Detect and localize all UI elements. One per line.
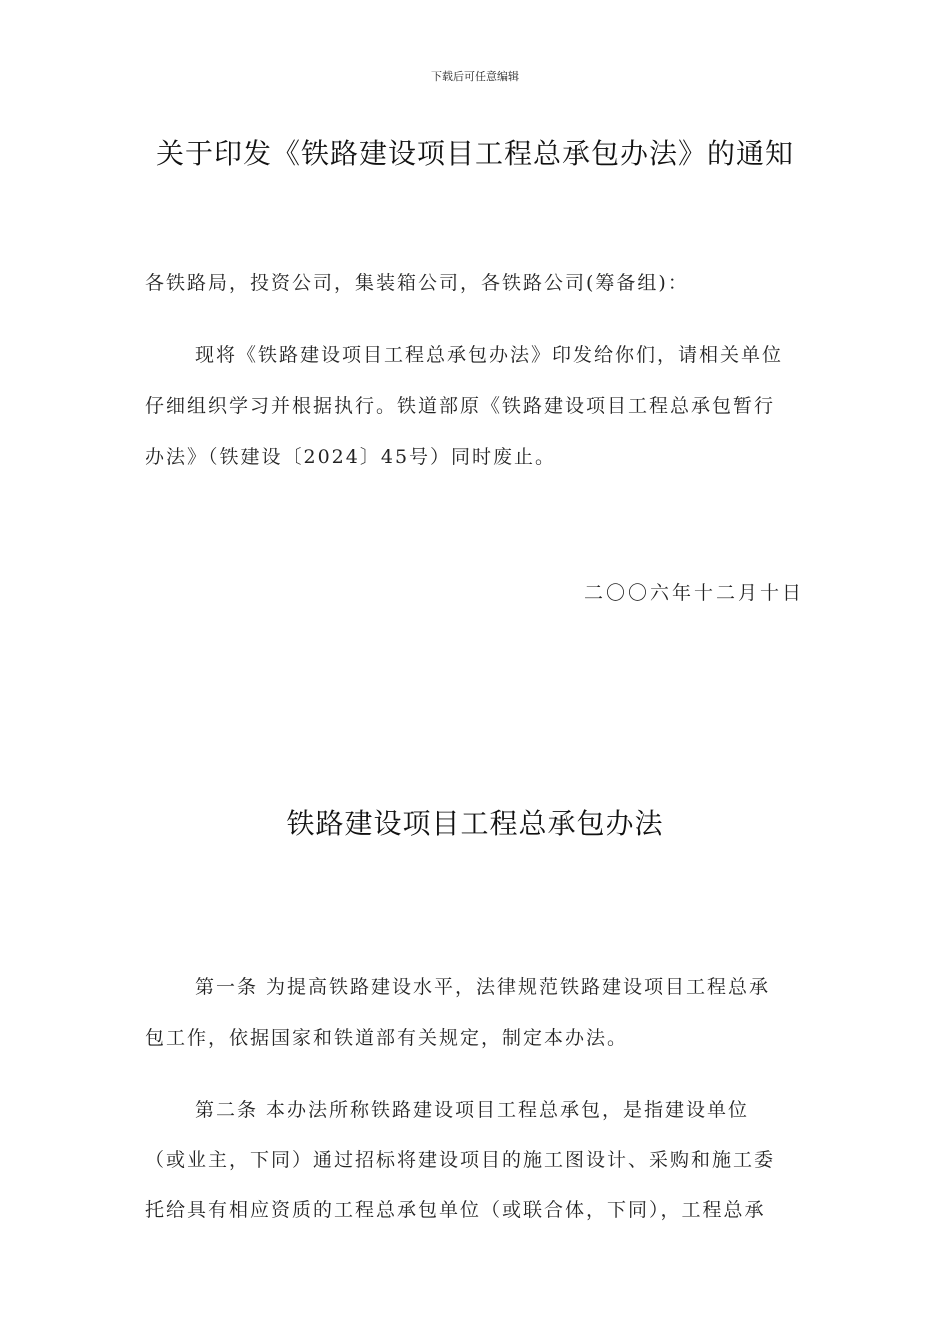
notice-body-line-2: 仔细组织学习并根据执行。铁道部原《铁路建设项目工程总承包暂行	[145, 395, 776, 417]
notice-body-line-1: 现将《铁路建设项目工程总承包办法》印发给你们，请相关单位	[195, 344, 784, 366]
article-2-line-2: （或业主，下同）通过招标将建设项目的施工图设计、采购和施工委	[145, 1149, 776, 1171]
recipients-line: 各铁路局，投资公司，集装箱公司，各铁路公司(筹备组)：	[145, 272, 689, 294]
header-note: 下载后可任意编辑	[431, 70, 519, 83]
notice-date: 二〇〇六年十二月十日	[583, 582, 804, 604]
article-1-line-2: 包工作，依据国家和铁道部有关规定，制定本办法。	[145, 1027, 629, 1049]
article-1-line-1: 第一条 为提高铁路建设水平，法律规范铁路建设项目工程总承	[195, 976, 771, 998]
article-2-line-3: 托给具有相应资质的工程总承包单位（或联合体，下同），工程总承	[145, 1199, 766, 1221]
notice-title: 关于印发《铁路建设项目工程总承包办法》的通知	[155, 137, 794, 170]
document-title: 铁路建设项目工程总承包办法	[286, 807, 664, 840]
notice-body-line-3: 办法》（铁建设〔2024〕45号）同时废止。	[145, 446, 557, 468]
article-2-line-1: 第二条 本办法所称铁路建设项目工程总承包，是指建设单位	[195, 1099, 750, 1121]
